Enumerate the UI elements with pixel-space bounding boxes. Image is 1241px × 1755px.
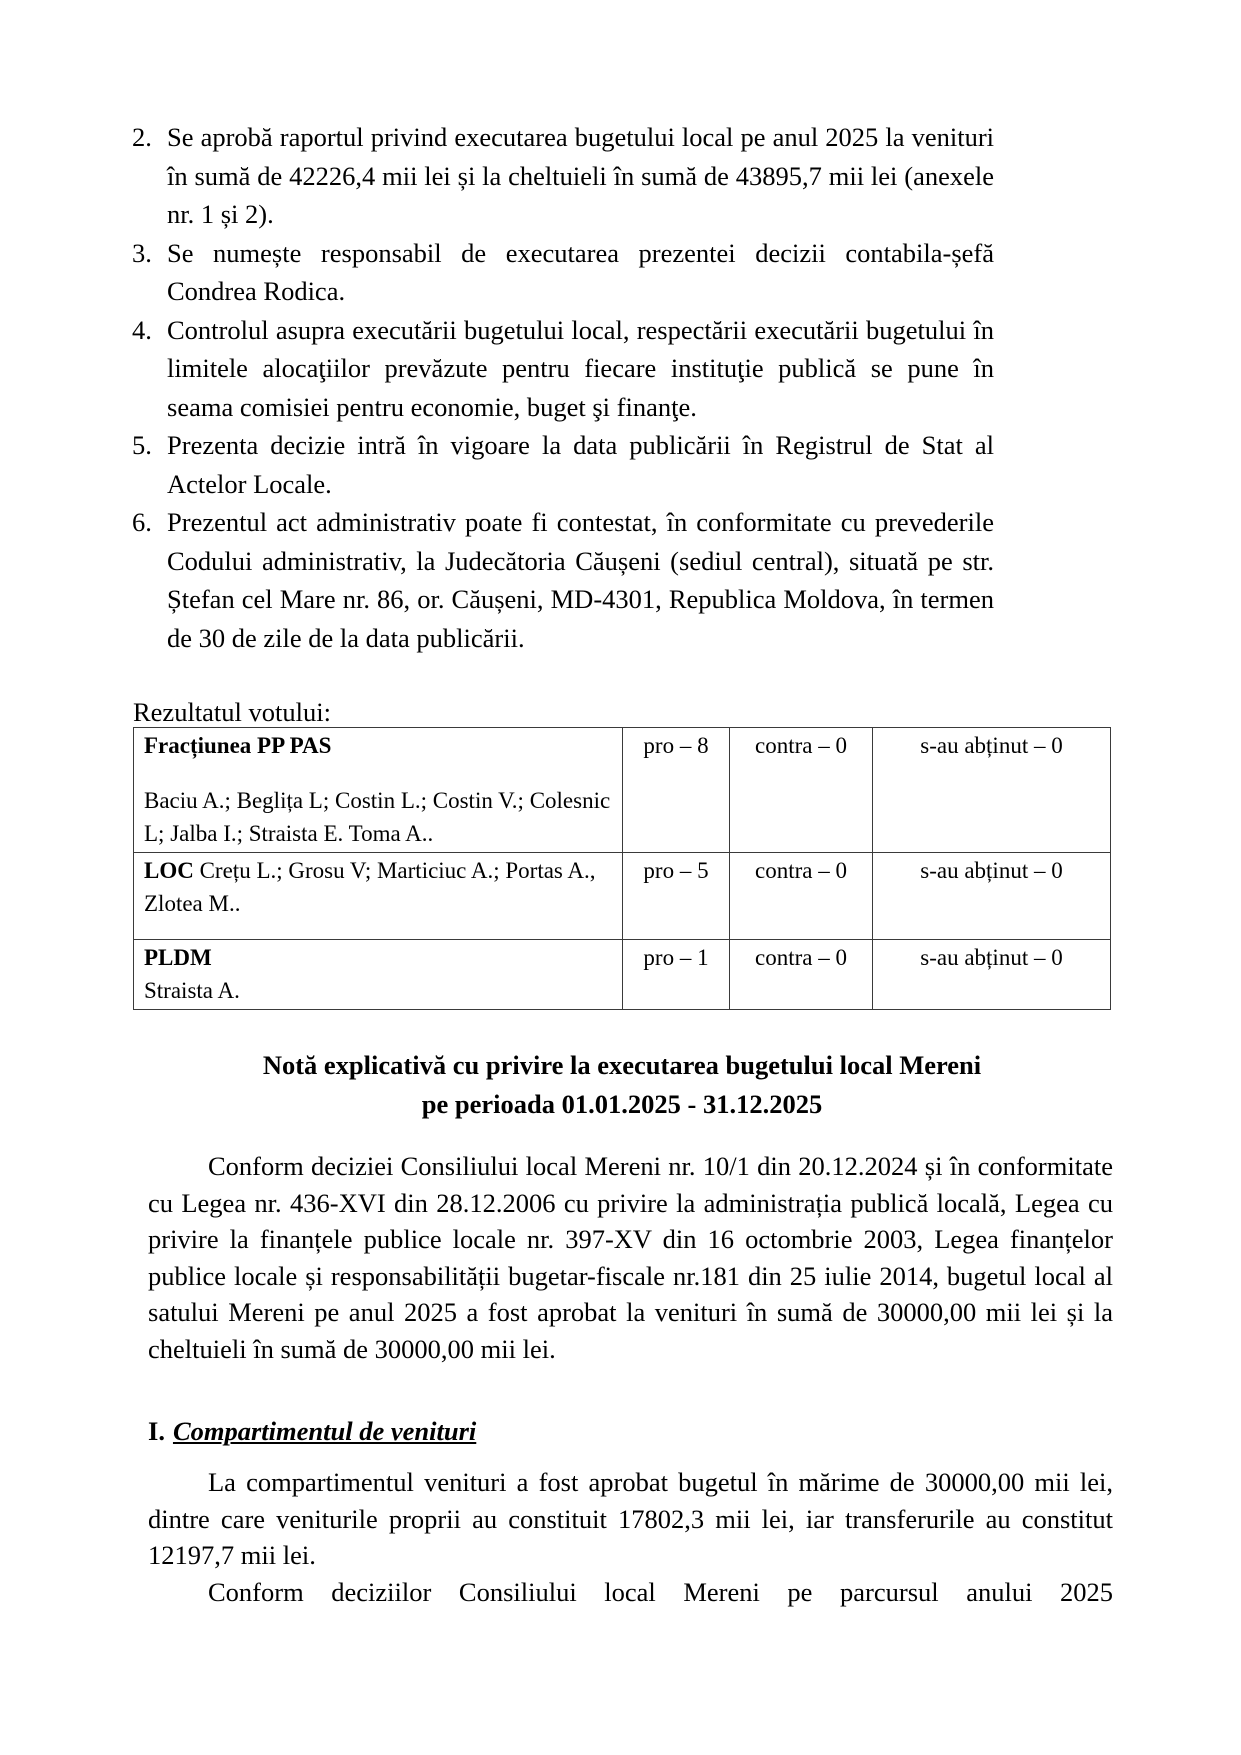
faction-name: LOC bbox=[144, 858, 194, 883]
item-number: 5. bbox=[132, 430, 152, 460]
item-text: Controlul asupra executării bugetului local, respectării executării bugetului în limitele alocaţiilor prevăzute pentru fiecare instituţie publică se pune în seama comisiei pentru economie, buget şi finanţe. bbox=[167, 314, 994, 422]
note-title-line1: Notă explicativă cu privire la executarea bugetului local Mereni bbox=[262, 1050, 982, 1080]
vote-result-label: Rezultatul votului: bbox=[133, 697, 331, 727]
faction-cell bbox=[134, 853, 623, 940]
decision-item bbox=[132, 118, 994, 234]
decision-item bbox=[132, 426, 994, 503]
item-text: Prezentul act administrativ poate fi contestat, în conformitate cu prevederile Codului administrativ, la Judecătoria Căușeni (sediul central), situată pe str. Ștefan cel Mare nr. 86, or. Căușeni, MD-4301, Republica Moldova, în termen de 30 de zile de la data publicării. bbox=[167, 507, 994, 653]
intro-text: Conform deciziei Consiliului local Mereni nr. 10/1 din 20.12.2024 și în conformitate cu Legea nr. 436-XVI din 28.12.2006 cu privire la administrația publică locală, Legea cu privire la finanțele publice locale nr. 397-XV din 16 octombrie 2003, Legea finanțelor publice locale și responsabilității bugetar-fiscale nr.181 din 25 iulie 2014, bugetul local al satului Mereni pe anul 2025 a fost aprobat la venituri în sumă de 30000,00 mii lei și la cheltuieli în sumă de 30000,00 mii lei. bbox=[148, 1151, 1113, 1364]
item-text: Se aprobă raportul privind executarea bugetului local pe anul 2025 la venituri în sumă de 42226,4 mii lei și la cheltuieli în sumă de 43895,7 mii lei (anexele nr. 1 și 2). bbox=[167, 122, 994, 229]
pro-count: pro – 8 bbox=[623, 728, 730, 853]
faction-cell bbox=[134, 728, 623, 853]
note-title bbox=[133, 1046, 1111, 1124]
section-number: I. bbox=[148, 1416, 165, 1446]
faction-members: Crețu L.; Grosu V; Marticiuc A.; Portas A., Zlotea M.. bbox=[144, 858, 596, 916]
contra-count: contra – 0 bbox=[730, 728, 873, 853]
vote-row bbox=[134, 940, 1111, 1010]
item-text: Prezenta decizie intră în vigoare la data publicării în Registrul de Stat al Actelor Locale. bbox=[167, 430, 994, 499]
faction-name: Fracțiunea PP PAS bbox=[144, 733, 332, 758]
decision-item bbox=[132, 503, 994, 657]
decision-item bbox=[132, 234, 994, 311]
vote-row bbox=[134, 853, 1111, 940]
section-heading bbox=[148, 1413, 476, 1449]
pro-count: pro – 5 bbox=[623, 853, 730, 940]
note-title-line2: pe perioada 01.01.2025 - 31.12.2025 bbox=[421, 1089, 823, 1119]
faction-cell bbox=[134, 940, 623, 1010]
contra-count: contra – 0 bbox=[730, 940, 873, 1010]
vote-table bbox=[133, 727, 1111, 1010]
item-number: 4. bbox=[132, 314, 152, 345]
section-title: Compartimentul de venituri bbox=[172, 1416, 477, 1446]
item-number: 6. bbox=[132, 507, 152, 537]
revenue-text: La compartimentul venituri a fost aprobat bugetul în mărime de 30000,00 mii lei, dintre care veniturile proprii au constituit 17802,3 mii lei, iar transferurile au constitut 12197,7 mii lei. bbox=[148, 1467, 1113, 1570]
intro-paragraph bbox=[148, 1148, 1113, 1367]
decision-item bbox=[132, 311, 994, 427]
pro-count: pro – 1 bbox=[623, 940, 730, 1010]
faction-name: PLDM bbox=[144, 945, 212, 970]
revenue-paragraph bbox=[148, 1464, 1113, 1574]
item-text: Se numește responsabil de executarea prezentei decizii contabila-șefă Condrea Rodica. bbox=[167, 237, 994, 306]
item-number: 2. bbox=[132, 122, 152, 152]
contra-count: contra – 0 bbox=[730, 853, 873, 940]
faction-members: Straista A. bbox=[144, 978, 240, 1003]
vote-row bbox=[134, 728, 1111, 853]
abstain-count: s-au abținut – 0 bbox=[873, 940, 1111, 1010]
item-number: 3. bbox=[132, 237, 152, 268]
abstain-count: s-au abținut – 0 bbox=[873, 728, 1111, 853]
decisions-text: Conform deciziilor Consiliului local Mereni pe parcursul anului 2025 bbox=[208, 1577, 1113, 1607]
abstain-count: s-au abținut – 0 bbox=[873, 853, 1111, 940]
decision-list bbox=[132, 118, 994, 657]
decisions-paragraph bbox=[148, 1574, 1113, 1611]
faction-members: Baciu A.; Beglița L; Costin L.; Costin V.; Colesnic L; Jalba I.; Straista E. Toma A.. bbox=[144, 788, 611, 846]
